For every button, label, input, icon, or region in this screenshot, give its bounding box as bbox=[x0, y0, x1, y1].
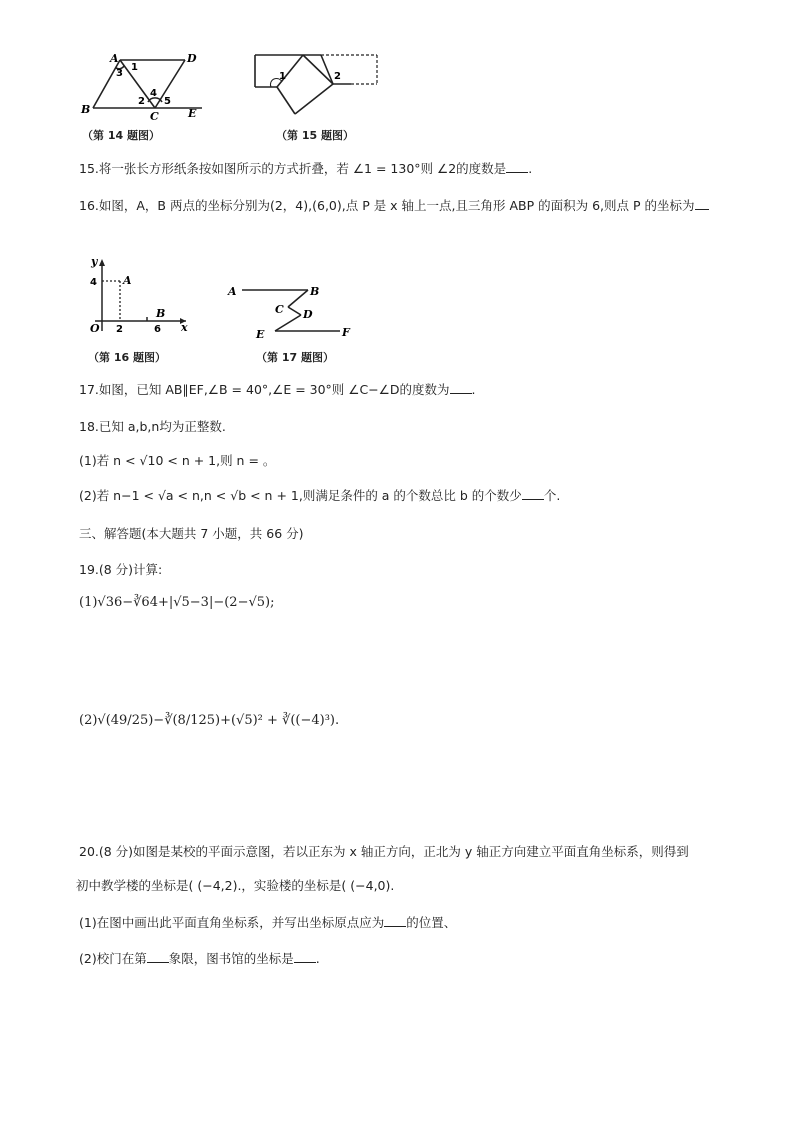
figure-14 bbox=[80, 52, 210, 122]
fig14-caption: （第 14 题图） bbox=[82, 129, 160, 142]
q17-blank[interactable] bbox=[450, 381, 472, 394]
q17-text: 17.如图，已知 AB∥EF,∠B = 40°,∠E = 30°则 ∠C−∠D的度数为 bbox=[79, 382, 450, 397]
fig16-point-B: B bbox=[156, 307, 166, 320]
fig14-label-A: A bbox=[110, 52, 119, 65]
q20-text-a: 20.(8 分)如图是某校的平面示意图，若以正东为 x 轴正方向，正北为 y 轴正方向建立平面直角坐标系，则得到 bbox=[79, 844, 689, 859]
fig17-label-E: E bbox=[256, 328, 265, 341]
fig14-angle-3: 3 bbox=[116, 68, 123, 79]
fig16-axis-x: x bbox=[181, 321, 188, 334]
q20-part1: (1)在图中画出此平面直角坐标系，并写出坐标原点应为 bbox=[79, 915, 385, 930]
figure-15 bbox=[255, 52, 385, 122]
fig17-label-D: D bbox=[303, 308, 313, 321]
fig17-label-A: A bbox=[228, 285, 237, 298]
q20-part2-a: (2)校门在第 bbox=[79, 951, 147, 966]
q18-part2: (2)若 n−1 < √a < n,n < √b < n + 1,则满足条件的 a 的个数总比 b 的个数少 bbox=[79, 488, 522, 503]
fig15-angle-1: 1 bbox=[279, 71, 286, 82]
fig14-label-E: E bbox=[188, 107, 197, 120]
q18-blank[interactable] bbox=[522, 487, 544, 500]
q20-part1-end: 的位置、 bbox=[406, 915, 457, 930]
fig14-angle-1: 1 bbox=[131, 62, 138, 73]
fig16-tick-4: 4 bbox=[90, 277, 97, 288]
q20-part1-blank[interactable] bbox=[384, 914, 406, 927]
figure-16 bbox=[80, 255, 195, 337]
q15-text: 15.将一张长方形纸条按如图所示的方式折叠，若 ∠1 = 130°则 ∠2的度数是 bbox=[79, 161, 507, 176]
q20-text-b: 初中教学楼的坐标是( (−4,2).，实验楼的坐标是( (−4,0). bbox=[76, 878, 395, 893]
q19-text: 19.(8 分)计算: bbox=[79, 562, 163, 577]
fig15-caption: （第 15 题图） bbox=[276, 129, 354, 142]
fig14-angle-2: 2 bbox=[138, 96, 145, 107]
q18-part2-end: 个. bbox=[543, 488, 561, 503]
fig14-label-D: D bbox=[187, 52, 197, 65]
fig14-angle-4: 4 bbox=[150, 88, 157, 99]
q17-end: . bbox=[471, 382, 476, 397]
fig16-axis-y: y bbox=[91, 255, 98, 268]
q19-part2: (2)√(49/25)−∛(8/125)+(√5)² + ∛((−4)³). bbox=[79, 713, 340, 728]
figure-17 bbox=[228, 280, 358, 340]
q20-part2-blank-b[interactable] bbox=[294, 950, 316, 963]
fig16-tick-6: 6 bbox=[154, 324, 161, 335]
fig16-caption: （第 16 题图） bbox=[88, 351, 166, 364]
q20-part2-b: 象限，图书馆的坐标是 bbox=[168, 951, 294, 966]
fig17-label-B: B bbox=[310, 285, 320, 298]
fig14-angle-5: 5 bbox=[164, 96, 171, 107]
fig14-label-C: C bbox=[150, 110, 159, 123]
fig15-angle-2: 2 bbox=[334, 71, 341, 82]
q18-part1: (1)若 n < √10 < n + 1,则 n = 。 bbox=[79, 453, 276, 468]
fig16-origin: O bbox=[90, 322, 100, 335]
q19-part1: (1)√36−∛64+|√5−3|−(2−√5); bbox=[79, 595, 275, 610]
q16-blank[interactable] bbox=[695, 197, 709, 210]
q18-text: 18.已知 a,b,n均为正整数. bbox=[79, 419, 226, 434]
q15-blank[interactable] bbox=[506, 160, 528, 173]
q15-end: . bbox=[528, 161, 533, 176]
fig16-tick-2: 2 bbox=[116, 324, 123, 335]
q16-text: 16.如图，A，B 两点的坐标分别为(2，4),(6,0),点 P 是 x 轴上一点,且三角形 ABP 的面积为 6,则点 P 的坐标为 bbox=[79, 198, 695, 213]
section-3-heading: 三、解答题(本大题共 7 小题，共 66 分) bbox=[79, 526, 304, 541]
fig17-label-C: C bbox=[275, 303, 284, 316]
fig17-caption: （第 17 题图） bbox=[256, 351, 334, 364]
fig17-label-F: F bbox=[342, 326, 350, 339]
fig14-label-B: B bbox=[81, 103, 91, 116]
q20-part2-end: . bbox=[315, 951, 320, 966]
fig16-point-A: A bbox=[123, 274, 132, 287]
q20-part2-blank-a[interactable] bbox=[147, 950, 169, 963]
